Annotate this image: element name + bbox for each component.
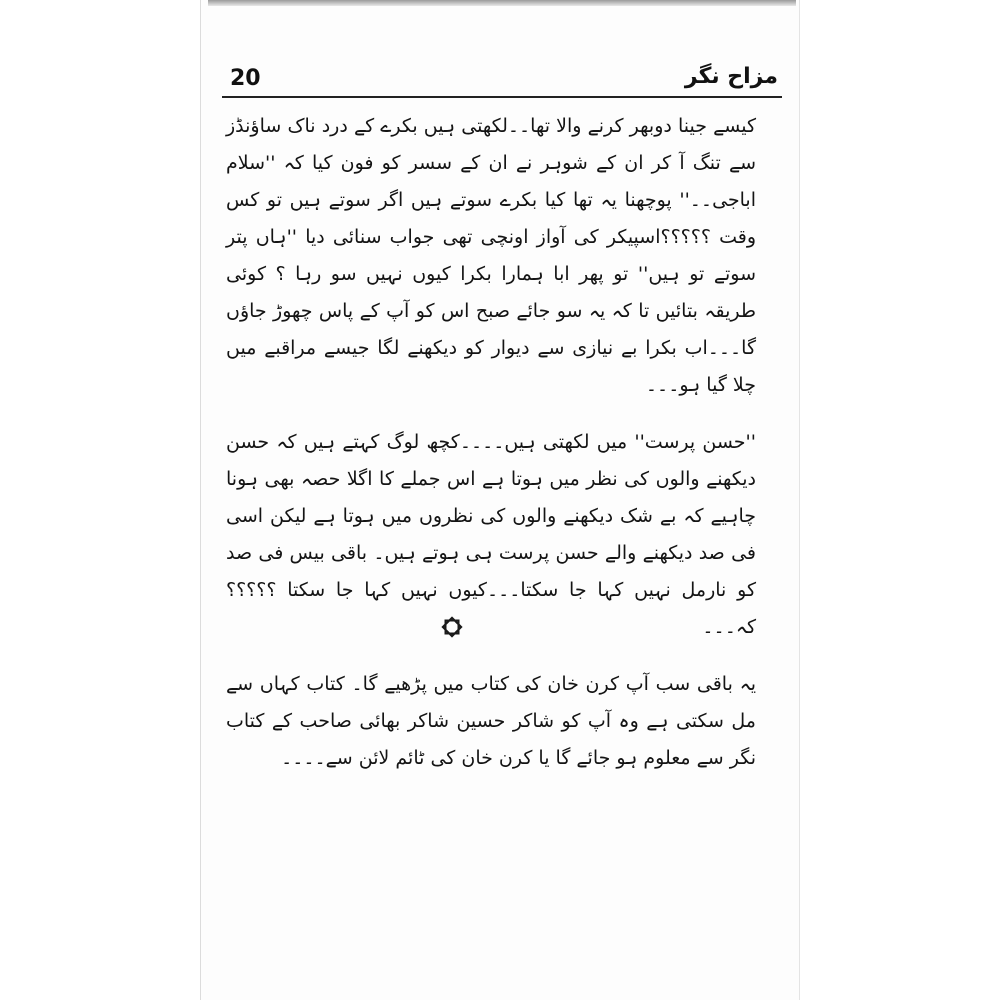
page-header	[228, 64, 778, 98]
paragraph-1: کیسے جینا دوبھر کرنے والا تھا۔۔لکھتی ہیں بکرے کے درد ناک ساؤنڈز سے تنگ آ کر ان کے شوہر نے ان کے سسر کو فون کیا کہ ''سلام اباجی۔۔'' پوچھنا یہ تھا کیا بکرے سوتے ہیں اگر سوتے ہیں تو کس وقت ؟؟؟؟؟اسپیکر کی آواز اونچی تھی جواب سنائی دیا ''ہاں پتر سوتے تو ہیں'' تو پھر ابا ہمارا بکرا کیوں نہیں سو رہا ؟ کوئی طریقہ بتائیں تا کہ یہ سو جائے صبح اس کو آپ کے پاس چھوڑ جاؤں گا۔۔۔اب بکرا بے نیازی سے دیوار کو دیکھنے لگا جیسے مراقبے میں چلا گیا ہو۔۔۔	[226, 115, 756, 396]
eight-point-star-icon	[441, 616, 463, 638]
paragraph-3: یہ باقی سب آپ کرن خان کی کتاب میں پڑھیے گا۔ کتاب کہاں سے مل سکتی ہے وہ آپ کو شاکر حسین شاکر بھائی صاحب کے کتاب نگر سے معلوم ہو جائے گا یا کرن خان کی ٹائم لائن سے۔۔۔۔	[226, 673, 756, 769]
body-text	[226, 108, 756, 777]
book-title: مزاح نگر	[684, 64, 778, 89]
header-rule	[222, 96, 782, 98]
page-number: 20	[230, 66, 261, 91]
paragraph-2: ''حسن پرست'' میں لکھتی ہیں۔۔۔۔کچھ لوگ کہتے ہیں کہ حسن دیکھنے والوں کی نظر میں ہوتا ہے اس جملے کا اگلا حصہ بھی ہونا چاہیے کہ بے شک دیکھنے والوں کی نظروں میں ہوتا ہے لیکن اسی فی صد دیکھنے والے حسن پرست ہی ہوتے ہیں۔ باقی بیس فی صد کو نارمل نہیں کہا جا سکتا۔۔۔کیوں نہیں کہا جا سکتا ؟؟؟؟؟کہ۔۔۔	[226, 431, 756, 638]
scan-edge	[208, 0, 796, 6]
